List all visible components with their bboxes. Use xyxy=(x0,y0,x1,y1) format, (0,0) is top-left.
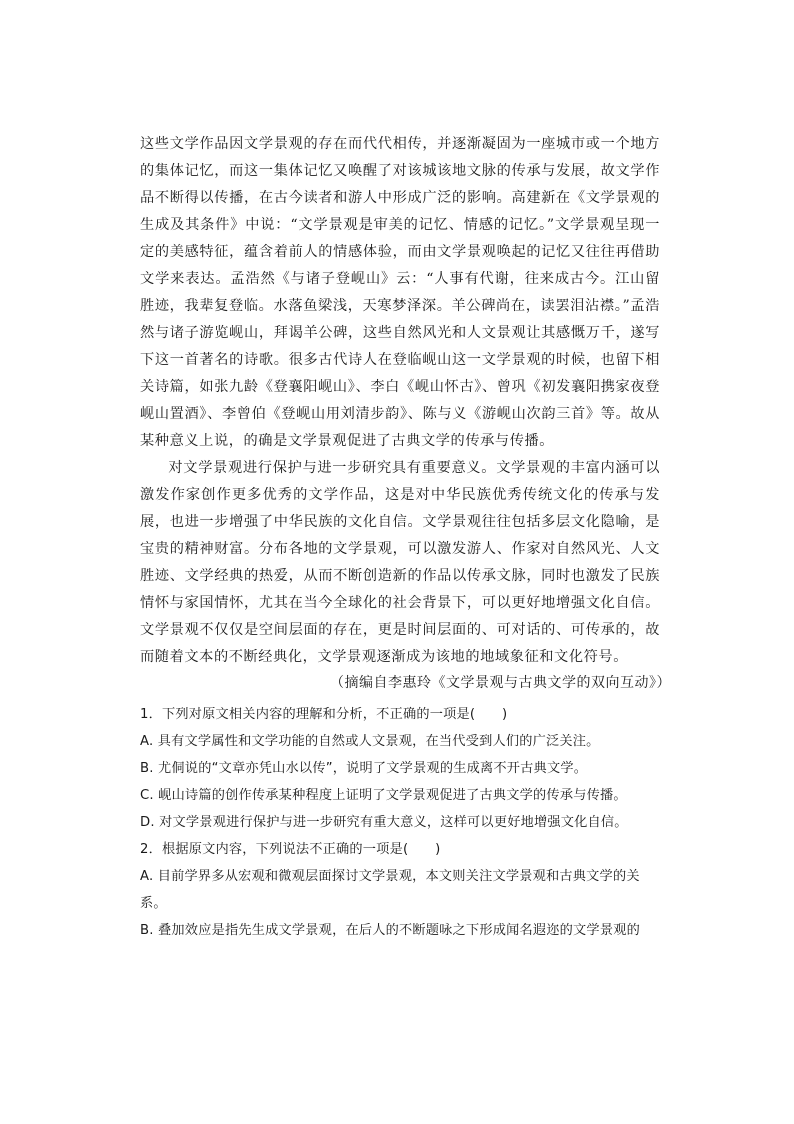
option-b: B. 叠加效应是指先生成文学景观，在后人的不断题咏之下形成闻名遐迩的文学景观的 xyxy=(140,923,640,938)
passage-paragraph: 对文学景观进行保护与进一步研究具有重要意义。文学景观的丰富内涵可以激发作家创作更多优秀的文学作品，这是对中华民族优秀传统文化的传承与发展，也进一步增强了中华民族的文化自信。文学景观往往包括多层文化隐喻，是宝贵的精神财富。分布各地的文学景观，可以激发游人、作家对自然风光、人文胜迹、文学经典的热爱，从而不断创造新的作品以传承文脉，同时也激发了民族情怀与家国情怀，尤其在当今全球化的社会背景下，可以更好地增强文化自信。文学景观不仅仅是空间层面的存在，更是时间层面的、可对话的、可传承的，故而随着文本的不断经典化，文学景观逐渐成为该地的地域象征和文化符号。 xyxy=(140,460,660,665)
option-a: A. 目前学界多从宏观和微观层面探讨文学景观，本文则关注文学景观和古典文学的关系。 xyxy=(140,869,640,911)
questions-section xyxy=(140,701,662,944)
option-b: B. 尤侗说的“文章亦凭山水以传”，说明了文学景观的生成离不开古典文学。 xyxy=(140,761,588,776)
passage-source: （摘编自李惠玲《文学景观与古典文学的双向互动》） xyxy=(330,675,671,691)
question-block xyxy=(140,701,662,836)
question-block xyxy=(140,836,662,944)
question-stem: 1．下列对原文相关内容的理解和分析，不正确的一项是( ) xyxy=(140,707,508,722)
passage-paragraph: 这些文学作品因文学景观的存在而代代相传，并逐渐凝固为一座城市或一个地方的集体记忆，而这一集体记忆又唤醒了对该城该地文脉的传承与发展，故文学作品不断得以传播，在古今读者和游人中形成广泛的影响。高建新在《文学景观的生成及其条件》中说：“文学景观是审美的记忆、情感的记忆。”文学景观呈现一定的美感特征，蕴含着前人的情感体验，而由文学景观唤起的记忆又往往再借助文学来表达。孟浩然《与诸子登岘山》云：“人事有代谢，往来成古今。江山留胜迹，我辈复登临。水落鱼梁浅，天寒梦泽深。羊公碑尚在，读罢泪沾襟。”孟浩然与诸子游览岘山，拜谒羊公碑，这些自然风光和人文景观让其感慨万千，遂写下这一首著名的诗歌。很多古代诗人在登临岘山这一文学景观的时候，也留下相关诗篇，如张九龄《登襄阳岘山》、李白《岘山怀古》、曾巩《初发襄阳携家夜登岘山置酒》、李曾伯《登岘山用刘清步韵》、陈与义《游岘山次韵三首》等。故从某种意义上说，的确是文学景观促进了古典文学的传承与传播。 xyxy=(140,136,660,449)
option-d: D. 对文学景观进行保护与进一步研究有重大意义，这样可以更好地增强文化自信。 xyxy=(140,815,628,830)
option-a: A. 具有文学属性和文学功能的自然或人文景观，在当代受到人们的广泛关注。 xyxy=(140,734,600,749)
passage-body xyxy=(140,131,660,671)
question-stem: 2．根据原文内容，下列说法不正确的一项是( ) xyxy=(140,842,441,857)
option-c: C. 岘山诗篇的创作传承某种程度上证明了文学景观促进了古典文学的传承与传播。 xyxy=(140,788,627,803)
